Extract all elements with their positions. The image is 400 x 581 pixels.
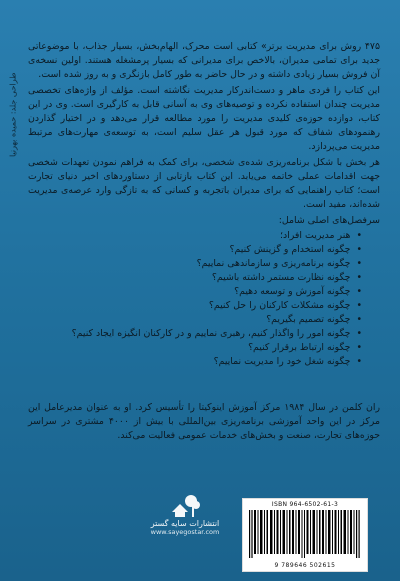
description-paragraph: ۴۷۵ روش برای مدیریت برتر» کتابی است محرک، الهام‌بخش، بسیار جذاب، با موضوعاتی جدید برای تمامی مدیران، بالاخص برای مدیرانی که بسیار پرمشغله هستند. اولین نسخه‌ی آن فروش بسیار زیادی داشته و در حال حاضر به طور کامل بازنگری و به روز شده است.: [28, 41, 380, 80]
cover-designer-credit: طراحی جلد: حمیده بهرنیا: [8, 72, 18, 158]
spine-credit: [4, 40, 22, 190]
barcode-box: [242, 498, 368, 572]
list-item: • چگونه تصمیم بگیریم؟: [28, 313, 362, 327]
list-item: • چگونه نظارت مستمر داشته باشیم؟: [28, 271, 362, 285]
description-block: [28, 40, 380, 369]
list-item: • چگونه شغل خود را مدیریت نماییم؟: [28, 355, 362, 369]
barcode-number: 9 789646 502615: [274, 562, 336, 569]
publisher-name: انتشارات سایه گستر: [150, 519, 220, 528]
publisher-url: www.sayegostar.com: [150, 528, 220, 536]
list-item: • چگونه ارتباط برقرار کنیم؟: [28, 341, 362, 355]
isbn-label: ISBN 964-6502-61-3: [271, 501, 339, 508]
topics-list: [28, 229, 380, 369]
author-bio: [28, 401, 380, 445]
list-item: • چگونه استخدام و گزینش کنیم؟: [28, 243, 362, 257]
list-item: • چگونه آموزش و توسعه دهیم؟: [28, 285, 362, 299]
description-paragraph: این کتاب را فردی ماهر و دست‌اندرکار مدیریت نگاشته است. مؤلف از واژه‌های تخصصی مدیریت چندان استفاده نکرده و توصیه‌های وی به آسانی قابل به کارگیری است. وی در این کتاب، دوازده حوزه‌ی کلیدی مدیریت را مورد مطالعه قرار می‌دهد و در اختیار گذاردن رهنمودهای شفاف که مورد قبول هر عقل سلیم است، به توسعه‌ی مهارت‌های مرتبط مدیریت می‌پردازد.: [28, 85, 380, 152]
author-bio-text: ران کلمن در سال ۱۹۸۴ مرکز آموزش اینوکیتا را تأسیس کرد. او به عنوان مدیرعامل این مرکز در این واحد آموزشی برنامه‌ریزی بین‌المللی با بیش از ۴۰۰۰ مشتری در سراسر حوزه‌های تجارت، صنعت و بخش‌های خدمات عمومی فعالیت می‌کند.: [28, 402, 380, 441]
tree-house-logo-icon: [168, 492, 202, 518]
publisher-block: [140, 492, 230, 542]
list-title: سرفصل‌های اصلی شامل:: [278, 215, 380, 226]
list-item: • چگونه برنامه‌ریزی و سازماندهی نماییم؟: [28, 257, 362, 271]
list-item: • هنر مدیریت افراد؛: [28, 229, 362, 243]
barcode-icon: [249, 510, 361, 558]
list-item: • چگونه مشکلات کارکنان را حل کنیم؟: [28, 299, 362, 313]
description-paragraph: هر بخش با شکل برنامه‌ریزی شده‌ی شخصی، برای کمک به فراهم نمودن تعهدات شخصی جهت اقدامات عملی خاتمه می‌یابد. این کتاب بازتابی از دستاوردهای اخیر دنیای تجارت است؛ کتاب راهنمایی که برای مدیران باتجربه و کسانی که به تازگی وارد عرصه‌ی مدیریت شده‌اند، مفید است.: [28, 157, 380, 210]
list-item: • چگونه امور را واگذار کنیم، رهبری نماییم و در کارکنان انگیزه ایجاد کنیم؟: [28, 327, 362, 341]
